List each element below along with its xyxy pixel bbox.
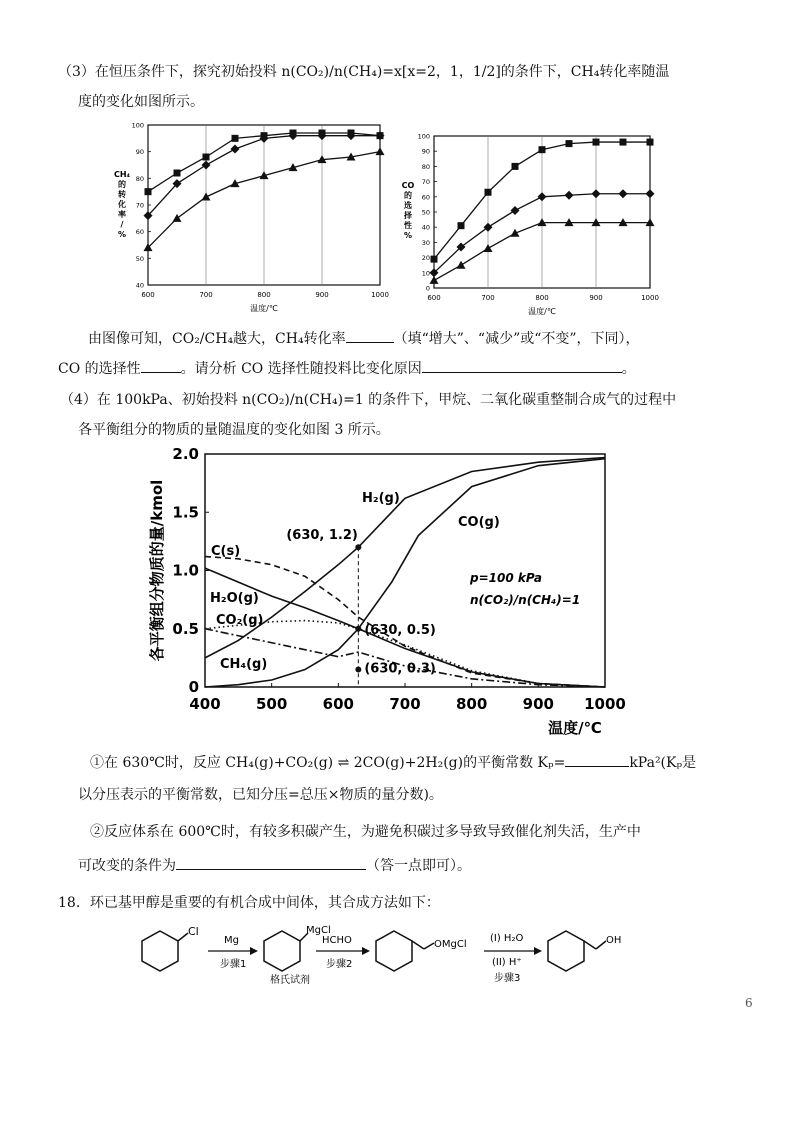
data-point-diamond	[484, 223, 493, 232]
cyclohexane-ring-3	[376, 931, 412, 971]
y-axis-label-char: 择	[404, 211, 412, 220]
q3-blank3[interactable]	[422, 358, 622, 373]
q4-sub1-c: 以分压表示的平衡常数，已知分压=总压×物质的量分数)。	[78, 787, 443, 803]
data-point-square	[647, 139, 654, 146]
data-point-diamond	[646, 189, 655, 198]
q3-analysis-b: （填“增大”、“减少”或“不变”，下同），	[393, 331, 640, 347]
data-point-triangle	[202, 193, 211, 201]
step3-label: 步骤3	[494, 973, 521, 984]
x-tick-label: 500	[256, 695, 288, 713]
q3-analysis-d: 。请分析 CO 选择性随投料比变化原因	[180, 361, 422, 377]
q4-line2: 各平衡组分的物质的量随温度的变化如图 3 所示。	[78, 422, 390, 438]
y-tick-label: 70	[135, 201, 144, 210]
y-axis-label-char: 化	[118, 200, 126, 209]
y-axis-label-char: CH₄	[113, 170, 131, 179]
series-label: H₂O(g)	[210, 591, 259, 606]
y-tick-label: 0	[188, 678, 199, 696]
series-label: H₂(g)	[362, 491, 400, 506]
step1-label: 步骤1	[220, 959, 247, 970]
x-tick-label: 600	[141, 291, 155, 299]
y-axis-label-char: 率	[118, 210, 126, 219]
y-tick-label: 50	[421, 208, 430, 217]
q3-blank1[interactable]	[346, 328, 394, 343]
synthesis-scheme	[130, 915, 650, 990]
q4-sub1-a: ①在 630℃时，反应 CH₄(g)+CO₂(g) ⇌ 2CO(g)+2H₂(g)的平衡常数 Kₚ=	[90, 755, 566, 771]
x-tick-label: 600	[322, 695, 354, 713]
y-tick-label: 80	[135, 174, 144, 183]
annotation-point	[355, 544, 361, 550]
y-axis-label-char: CO	[401, 181, 415, 190]
q4-sub2-b: 可改变的条件为	[78, 858, 176, 874]
q3-blank2[interactable]	[141, 358, 181, 373]
condition-text: n(CO₂)/n(CH₄)=1	[470, 593, 581, 607]
q3-analysis-line1	[88, 328, 640, 349]
x-tick-label: 700	[389, 695, 421, 713]
data-point-diamond	[619, 189, 628, 198]
series-line	[205, 459, 605, 687]
ch4-conversion-chart	[100, 115, 400, 320]
q4-sub2-c: （答一点即可）。	[366, 858, 471, 874]
reagent-hcho: HCHO	[322, 935, 352, 946]
q18-line1: 18．环已基甲醇是重要的有机合成中间体，其合成方法如下：	[58, 895, 440, 911]
x-tick-label: 700	[481, 294, 495, 302]
data-point-diamond	[565, 191, 574, 200]
data-point-triangle	[511, 229, 520, 237]
x-axis-label: 温度/℃	[548, 719, 602, 737]
q4-sub1-b: kPa²(Kₚ是	[629, 755, 697, 771]
substituent-mgcl: MgCl	[306, 925, 331, 936]
annotation-label: (630, 0.3)	[364, 661, 436, 677]
y-tick-label: 100	[417, 132, 430, 141]
series-label: CO(g)	[458, 515, 500, 530]
page-number: 6	[745, 996, 753, 1010]
data-point-square	[566, 140, 573, 147]
q4-sub2-line2	[78, 855, 471, 876]
data-point-diamond	[202, 161, 211, 170]
q4-blank-condition[interactable]	[176, 855, 366, 870]
y-tick-label: 40	[135, 281, 144, 290]
data-point-square	[174, 170, 181, 177]
x-axis-label: 温度/℃	[250, 304, 278, 313]
plot-frame	[205, 454, 605, 687]
x-tick-label: 700	[199, 291, 213, 299]
y-tick-label: 60	[135, 228, 144, 237]
series-label: C(s)	[211, 544, 241, 559]
y-axis-label-char: /	[120, 220, 124, 229]
q3-analysis-c: CO 的选择性	[58, 361, 141, 377]
annotation-label: (630, 1.2)	[286, 528, 358, 544]
x-tick-label: 800	[456, 695, 488, 713]
data-point-triangle	[457, 261, 466, 269]
substituent-oh: OH	[606, 935, 622, 946]
data-point-square	[539, 146, 546, 153]
co-selectivity-chart	[400, 128, 670, 320]
q3-analysis-end: 。	[621, 361, 636, 377]
condition-text: p=100 kPa	[470, 571, 542, 585]
step2-label: 步骤2	[326, 959, 353, 970]
equilibrium-composition-chart	[140, 440, 640, 745]
data-point-square	[458, 222, 465, 229]
data-point-square	[512, 163, 519, 170]
x-tick-label: 1000	[584, 695, 626, 713]
y-axis-label-char: %	[117, 230, 127, 239]
x-axis-label: 温度/℃	[528, 307, 556, 316]
q4-sub2-a: ②反应体系在 600℃时，有较多积碳产生，为避免积碳过多导致导致催化剂失活，生产中	[90, 824, 641, 840]
y-tick-label: 1.5	[172, 503, 199, 522]
data-point-triangle	[376, 147, 385, 155]
data-point-square	[620, 139, 627, 146]
series-label: CH₄(g)	[220, 657, 268, 672]
data-point-square	[485, 189, 492, 196]
cyclohexane-ring-4	[548, 931, 584, 971]
y-axis-label-char: 性	[404, 221, 412, 230]
y-axis-label-char: 的	[118, 180, 126, 189]
x-tick-label: 800	[535, 294, 549, 302]
y-axis-label: 各平衡组分物质的量/kmol	[148, 479, 166, 662]
y-tick-label: 0	[425, 284, 430, 293]
q4-line1: （4）在 100kPa、初始投料 n(CO₂)/n(CH₄)=1 的条件下，甲烷、二氧化碳重整制合成气的过程中	[60, 392, 677, 408]
x-tick-label: 800	[257, 291, 271, 299]
x-tick-label: 400	[189, 695, 221, 713]
y-axis-label-char: %	[403, 231, 413, 240]
y-tick-label: 60	[421, 193, 430, 202]
substituent-cl: Cl	[188, 925, 199, 938]
y-tick-label: 90	[135, 148, 144, 157]
grignard-label: 格氏试剂	[270, 975, 310, 986]
data-point-diamond	[231, 145, 240, 154]
y-tick-label: 0.5	[172, 619, 199, 638]
y-tick-label: 50	[135, 254, 144, 263]
x-tick-label: 900	[589, 294, 603, 302]
data-point-triangle	[484, 244, 493, 252]
q4-blank-kp[interactable]	[565, 752, 629, 767]
data-point-square	[203, 154, 210, 161]
q4-sub1-line1	[90, 752, 696, 773]
x-tick-label: 600	[427, 294, 441, 302]
data-point-diamond	[511, 206, 520, 215]
x-tick-label: 900	[315, 291, 329, 299]
substituent-omgcl: OMgCl	[434, 939, 467, 950]
y-tick-label: 2.0	[172, 445, 199, 463]
reagent-h2o: (I) H₂O	[490, 933, 524, 944]
cyclohexane-ring-1	[142, 931, 178, 971]
x-tick-label: 1000	[371, 291, 389, 299]
data-point-diamond	[592, 189, 601, 198]
annotation-label: (630, 0.5)	[364, 622, 436, 638]
data-point-diamond	[538, 192, 547, 201]
y-tick-label: 10	[421, 269, 430, 278]
data-point-triangle	[173, 214, 182, 222]
reagent-mg: Mg	[224, 935, 239, 946]
y-tick-label: 1.0	[172, 561, 199, 580]
y-tick-label: 70	[421, 178, 430, 187]
q3-analysis-a: 由图像可知，CO₂/CH₄越大，CH₄转化率	[88, 331, 346, 347]
reagent-h-plus: (II) H⁺	[492, 957, 522, 968]
y-axis-label-char: 选	[404, 201, 412, 210]
q3-analysis-line2	[58, 358, 636, 379]
x-tick-label: 900	[522, 695, 554, 713]
y-axis-label-char: 转	[118, 190, 126, 199]
data-point-square	[232, 135, 239, 142]
x-tick-label: 1000	[641, 294, 659, 302]
y-axis-label-char: 的	[404, 191, 412, 200]
data-point-square	[593, 139, 600, 146]
data-point-triangle	[430, 276, 439, 284]
y-tick-label: 30	[421, 238, 430, 247]
y-tick-label: 90	[421, 147, 430, 156]
y-tick-label: 20	[421, 254, 430, 263]
y-tick-label: 40	[421, 223, 430, 232]
annotation-point	[355, 626, 361, 632]
q3-line2: 度的变化如图所示。	[78, 94, 204, 110]
data-point-square	[145, 188, 152, 195]
q3-line1: （3）在恒压条件下，探究初始投料 n(CO₂)/n(CH₄)=x[x=2，1，1/2]的条件下，CH₄转化率随温	[58, 64, 670, 80]
series-label: CO₂(g)	[216, 613, 264, 628]
cyclohexane-ring-2	[264, 931, 300, 971]
y-tick-label: 80	[421, 162, 430, 171]
annotation-point	[355, 667, 361, 673]
y-tick-label: 100	[131, 121, 144, 130]
data-point-square	[431, 256, 438, 263]
